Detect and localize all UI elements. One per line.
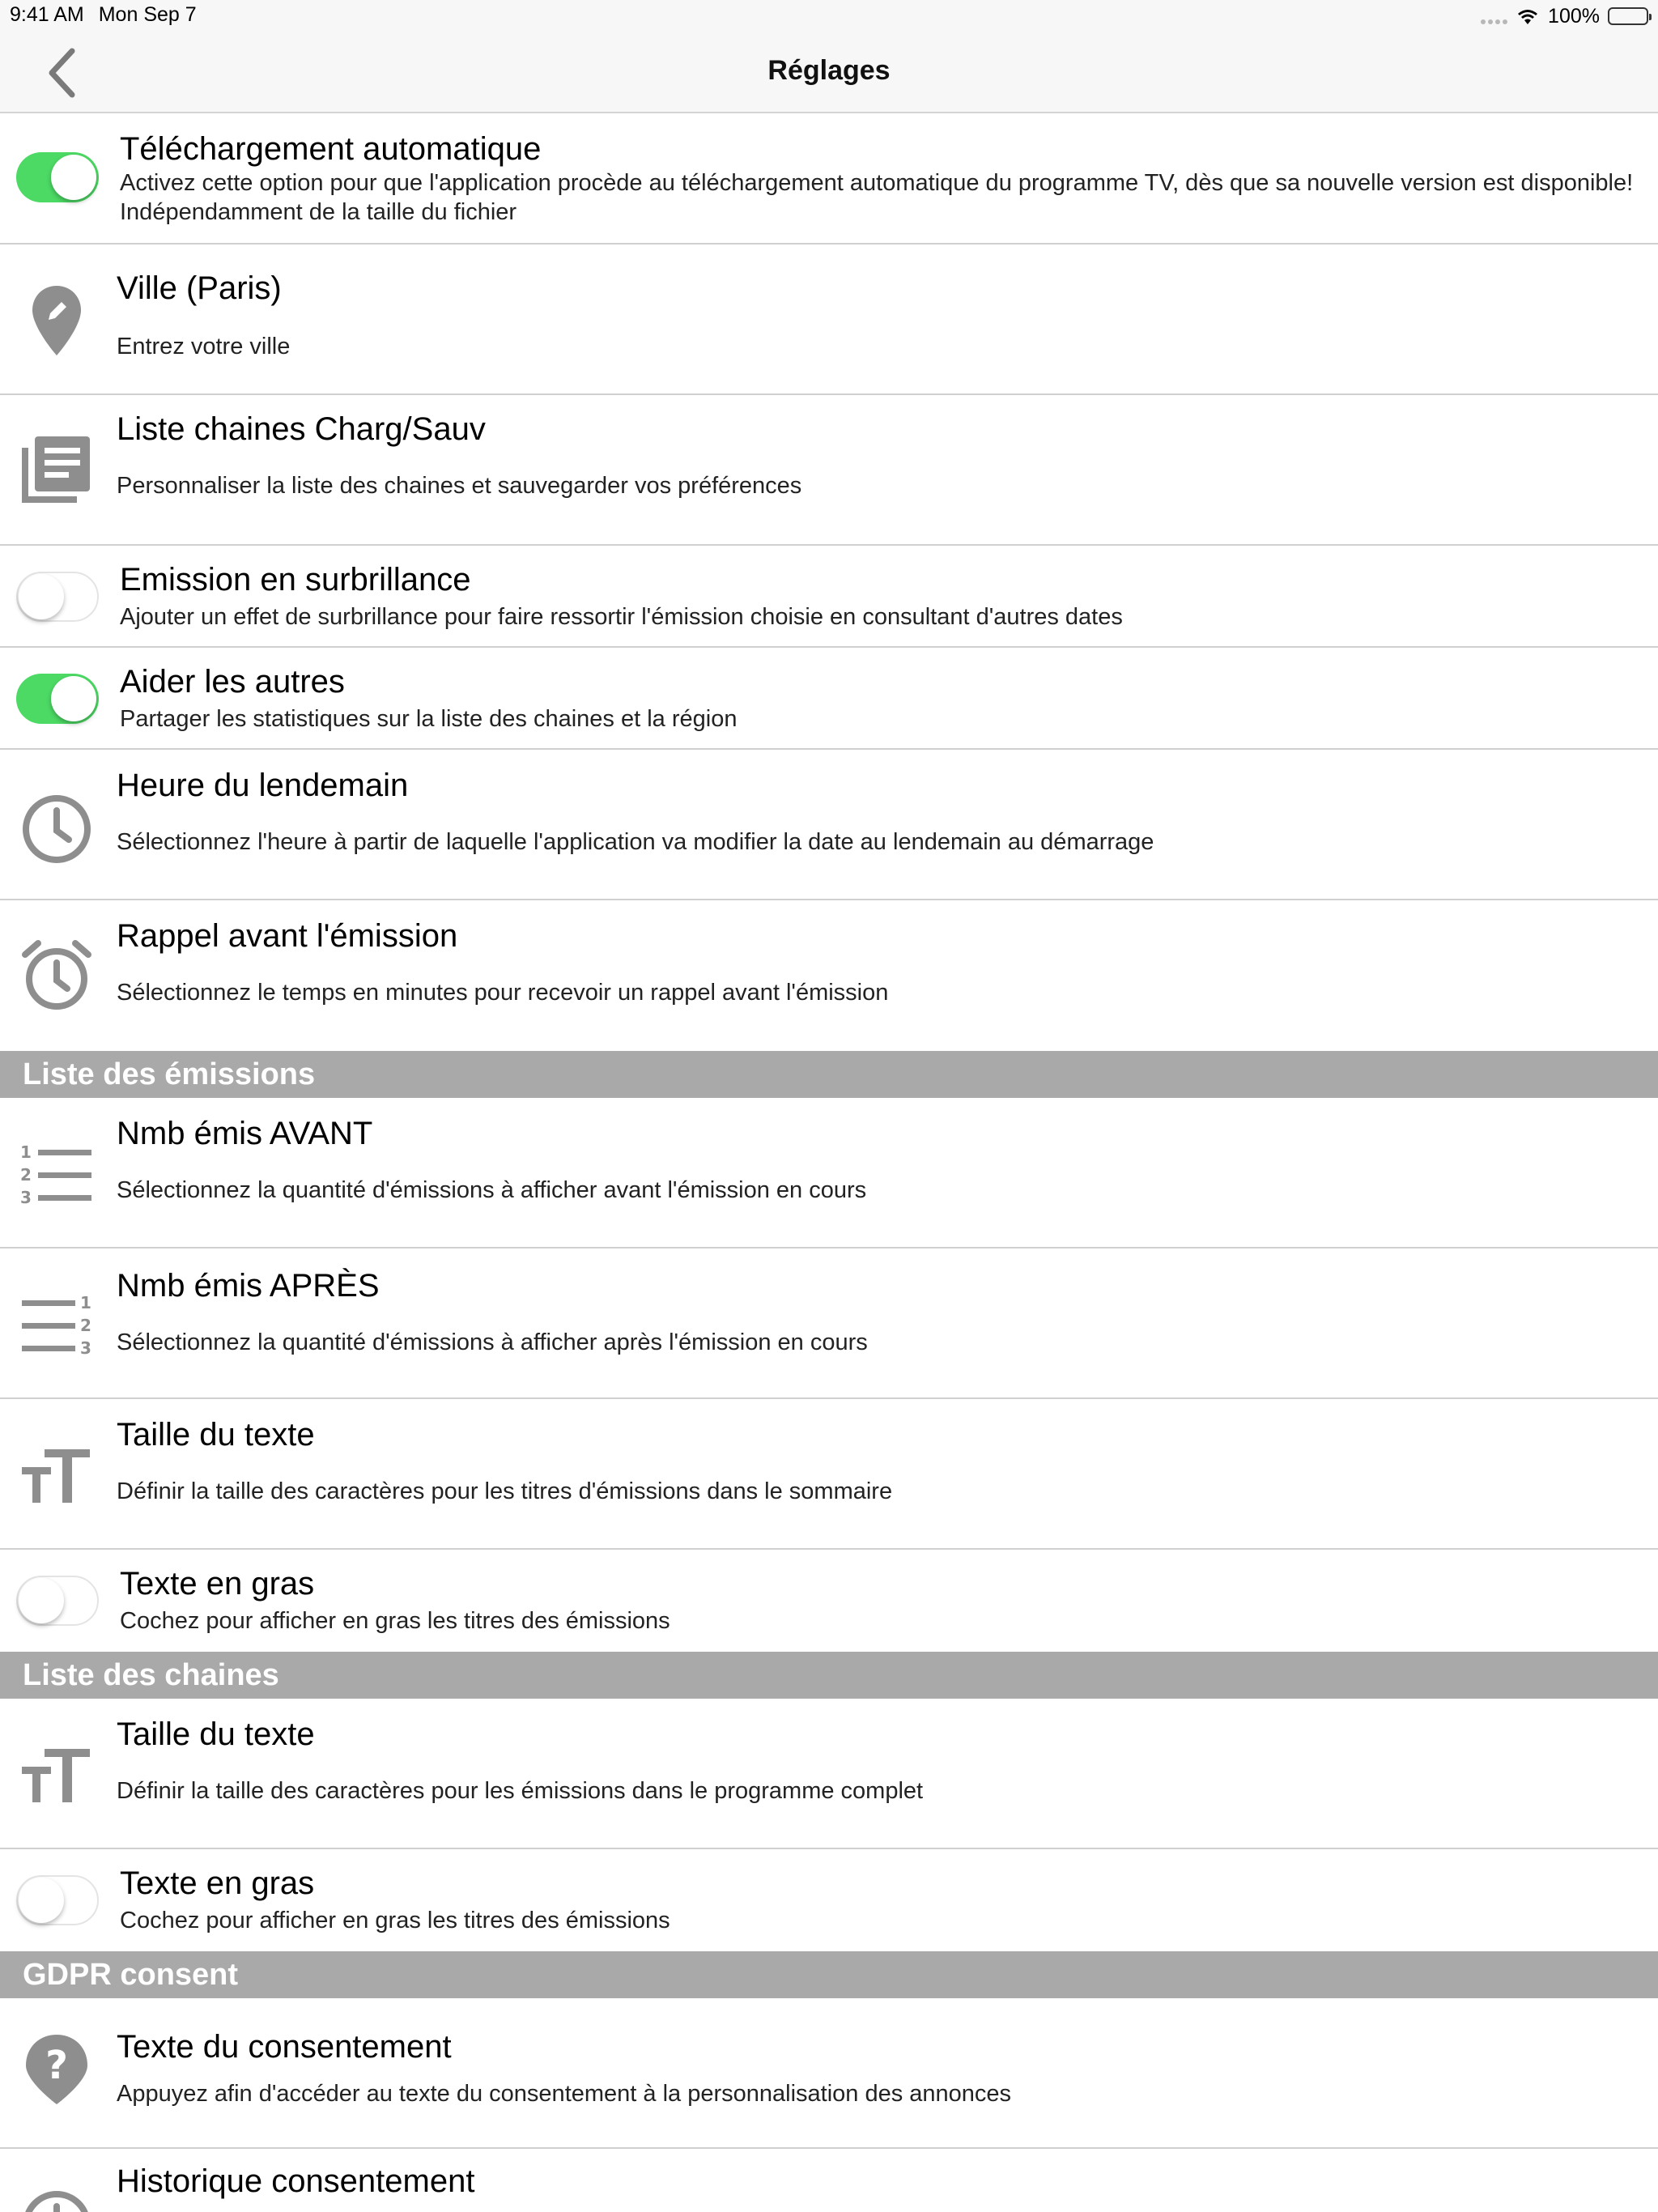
numbered-list-right-icon: [16, 1284, 97, 1365]
setting-title: Rappel avant l'émission: [117, 918, 458, 954]
setting-title: Texte en gras: [120, 1566, 315, 1602]
setting-subtitle: Ajouter un effet de surbrillance pour faire ressortir l'émission choisie en consultant d'autres dates: [120, 604, 1123, 630]
svg-text:3: 3: [80, 1338, 91, 1357]
setting-title: Emission en surbrillance: [120, 562, 471, 598]
clock-icon: [16, 2184, 97, 2212]
setting-title: Téléchargement automatique: [120, 131, 542, 167]
setting-auto-download[interactable]: [0, 113, 1658, 245]
setting-help-others[interactable]: [0, 648, 1658, 750]
setting-subtitle: Sélectionnez l'heure à partir de laquelle l'application va modifier la date au lendemain au démarrage: [117, 829, 1154, 855]
setting-subtitle: Sélectionnez la quantité d'émissions à afficher avant l'émission en cours: [117, 1177, 867, 1203]
clock-icon: [16, 789, 97, 870]
setting-city[interactable]: [0, 245, 1658, 395]
setting-title: Nmb émis AVANT: [117, 1116, 373, 1151]
bold-emissions-toggle[interactable]: [16, 1576, 99, 1626]
setting-subtitle: Activez cette option pour que l'application procède au téléchargement automatique du programme TV, dès que sa nouvelle version est disponible! Indépendamment de la taille du fichier: [120, 170, 1634, 225]
setting-channel-list[interactable]: [0, 395, 1658, 546]
setting-bold-channels[interactable]: [0, 1849, 1658, 1951]
signal-icon: [1481, 8, 1507, 24]
setting-title: Heure du lendemain: [117, 768, 409, 803]
section-title: Liste des émissions: [23, 1057, 316, 1091]
section-title: GDPR consent: [23, 1958, 239, 1992]
setting-consent-text[interactable]: [0, 1998, 1658, 2149]
list-document-icon: [16, 428, 97, 508]
settings-list: [0, 113, 1658, 2212]
setting-title: Taille du texte: [117, 1716, 315, 1752]
status-bar: [0, 0, 1658, 32]
question-pin-icon: [16, 2029, 97, 2110]
setting-title: Texte du consentement: [117, 2029, 452, 2065]
setting-subtitle: Sélectionnez le temps en minutes pour recevoir un rappel avant l'émission: [117, 980, 889, 1006]
setting-reminder[interactable]: [0, 900, 1658, 1051]
section-header-gdpr: [0, 1951, 1658, 1998]
bold-channels-toggle[interactable]: [16, 1875, 99, 1925]
setting-title: Liste chaines Charg/Sauv: [117, 411, 486, 447]
setting-title: Taille du texte: [117, 1417, 315, 1453]
setting-next-day-hour[interactable]: [0, 750, 1658, 900]
setting-title: Texte en gras: [120, 1865, 315, 1901]
setting-subtitle: Appuyez afin d'accéder au texte du consentement à la personnalisation des annonces: [117, 2081, 1012, 2107]
battery-icon: [1608, 7, 1648, 25]
status-date: Mon Sep 7: [98, 3, 197, 26]
help-others-toggle[interactable]: [16, 674, 99, 724]
section-header-channels: [0, 1652, 1658, 1699]
location-pin-icon: [16, 280, 97, 361]
auto-download-toggle[interactable]: [16, 152, 99, 202]
setting-title: Ville (Paris): [117, 270, 282, 306]
status-right: [1481, 3, 1648, 29]
setting-subtitle: Sélectionnez la quantité d'émissions à afficher après l'émission en cours: [117, 1329, 868, 1355]
navigation-bar: [0, 32, 1658, 113]
setting-consent-history[interactable]: [0, 2149, 1658, 2212]
svg-text:2: 2: [80, 1316, 91, 1335]
setting-bold-emissions[interactable]: [0, 1550, 1658, 1652]
setting-highlight[interactable]: [0, 546, 1658, 648]
setting-subtitle: Personnaliser la liste des chaines et sauvegarder vos préférences: [117, 473, 802, 499]
text-size-icon: [16, 1435, 97, 1516]
setting-title: Historique consentement: [117, 2163, 475, 2199]
wifi-icon: [1516, 6, 1540, 26]
svg-text:?: ?: [45, 2043, 68, 2088]
setting-subtitle: Définir la taille des caractères pour les émissions dans le programme complet: [117, 1778, 924, 1804]
status-left: [10, 3, 197, 27]
text-size-icon: [16, 1734, 97, 1815]
svg-text:3: 3: [20, 1188, 32, 1206]
status-time: 9:41 AM: [10, 3, 84, 26]
section-header-emissions: [0, 1051, 1658, 1098]
alarm-clock-icon: [16, 934, 97, 1015]
setting-count-after[interactable]: [0, 1249, 1658, 1399]
battery-percent: 100%: [1548, 4, 1600, 28]
setting-subtitle: Cochez pour afficher en gras les titres des émissions: [120, 1608, 670, 1634]
setting-text-size-emissions[interactable]: [0, 1399, 1658, 1550]
setting-title: Nmb émis APRÈS: [117, 1268, 380, 1304]
section-title: Liste des chaines: [23, 1658, 279, 1692]
setting-subtitle: Entrez votre ville: [117, 334, 291, 359]
setting-title: Aider les autres: [120, 664, 345, 700]
highlight-toggle[interactable]: [16, 572, 99, 622]
setting-subtitle: Partager les statistiques sur la liste des chaines et la région: [120, 706, 738, 732]
svg-text:1: 1: [20, 1142, 32, 1162]
page-title: Réglages: [767, 55, 891, 86]
setting-subtitle: Cochez pour afficher en gras les titres des émissions: [120, 1908, 670, 1933]
setting-text-size-channels[interactable]: [0, 1699, 1658, 1849]
numbered-list-icon: [16, 1134, 97, 1214]
svg-text:1: 1: [80, 1293, 91, 1312]
svg-text:2: 2: [20, 1165, 32, 1185]
setting-count-before[interactable]: [0, 1098, 1658, 1249]
setting-subtitle: Définir la taille des caractères pour les titres d'émissions dans le sommaire: [117, 1478, 893, 1504]
